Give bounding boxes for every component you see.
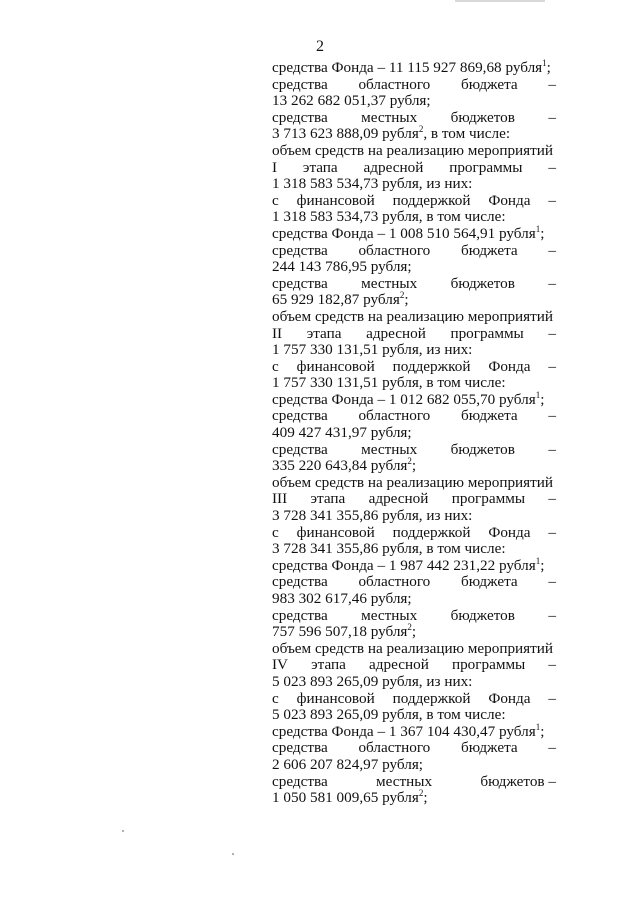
line-tail: , в том числе: <box>423 125 511 143</box>
line-word: финансовой <box>296 523 375 541</box>
line-text: 335 220 643,84 рубля <box>272 457 408 475</box>
text-line <box>272 707 556 724</box>
line-word: – <box>548 490 556 508</box>
line-word: средства <box>272 606 328 624</box>
line-tail: ; <box>411 457 417 475</box>
line-word: адресной <box>363 158 424 176</box>
scan-edge-mark <box>455 0 545 2</box>
line-word: местных <box>376 772 433 790</box>
text-line <box>272 574 556 591</box>
line-text: объем средств на реализацию мероприятий <box>272 639 554 657</box>
line-text: 3 728 341 355,86 рубля, в том числе: <box>272 540 506 558</box>
line-word: местных <box>361 440 418 458</box>
footnote-ref: 2 <box>418 124 424 135</box>
line-word: бюджета <box>461 241 518 259</box>
text-line <box>272 359 556 376</box>
text-line <box>272 193 556 210</box>
line-word: бюджетов – <box>480 772 556 790</box>
text-line <box>272 309 556 326</box>
line-word: программы <box>450 324 524 342</box>
line-word: местных <box>361 606 418 624</box>
scan-speck <box>232 853 234 855</box>
text-line <box>272 126 556 143</box>
line-tail: ; <box>423 789 428 807</box>
line-word: – <box>548 689 556 707</box>
line-tail: ; <box>540 556 545 574</box>
line-word: программы <box>449 158 523 176</box>
line-word: – <box>548 241 556 259</box>
line-word: с <box>272 689 279 707</box>
line-word: – <box>548 606 556 624</box>
line-word: – <box>548 357 556 375</box>
line-word: этапа <box>310 490 346 508</box>
text-line <box>272 259 556 276</box>
line-tail: ; <box>540 390 545 408</box>
line-text: 5 023 893 265,09 рубля, из них: <box>272 672 473 690</box>
line-word: средства <box>272 108 328 126</box>
text-line <box>272 442 556 459</box>
line-word: бюджетов <box>450 440 515 458</box>
line-tail: ; <box>411 623 417 641</box>
text-line <box>272 757 556 774</box>
line-text: 2 606 207 824,97 рубля; <box>272 755 424 773</box>
line-word: бюджета <box>461 573 518 591</box>
text-line <box>272 110 556 127</box>
text-line <box>272 508 556 525</box>
line-word: адресной <box>369 656 429 674</box>
text-line <box>272 740 556 757</box>
text-line <box>272 176 556 193</box>
line-word: Фонда <box>488 191 531 209</box>
line-word: Фонда <box>488 689 531 707</box>
text-line <box>272 491 556 508</box>
text-line <box>272 691 556 708</box>
text-line <box>272 209 556 226</box>
line-tail: ; <box>540 722 545 740</box>
footnote-ref: 2 <box>407 622 412 633</box>
line-word: областного <box>358 241 431 259</box>
footnote-ref: 2 <box>407 456 412 467</box>
line-word: областного <box>358 573 431 591</box>
line-word: I <box>272 158 278 176</box>
line-word: – <box>548 191 556 209</box>
line-word: бюджета <box>461 75 518 93</box>
line-text: 1 757 330 131,51 рубля, в том числе: <box>272 374 506 392</box>
line-text: 1 318 583 534,73 рубля, из них: <box>272 175 473 193</box>
line-word: областного <box>358 75 431 93</box>
line-word: поддержкой <box>392 191 471 209</box>
page-number: 2 <box>316 38 324 55</box>
line-text: 757 596 507,18 рубля <box>272 623 408 641</box>
text-line <box>272 591 556 608</box>
line-word: бюджетов <box>450 108 515 126</box>
footnote-ref: 1 <box>542 57 547 68</box>
line-text: 5 023 893 265,09 рубля, в том числе: <box>272 706 506 724</box>
line-text: 983 302 617,46 рубля; <box>272 590 412 607</box>
document-body <box>272 57 556 807</box>
line-word: бюджета <box>461 407 518 425</box>
line-text: 13 262 682 051,37 рубля; <box>272 92 431 110</box>
line-word: поддержкой <box>392 523 471 541</box>
line-word: финансовой <box>296 191 375 209</box>
text-line <box>272 342 556 359</box>
line-word: средства <box>272 772 328 790</box>
text-line <box>272 143 556 160</box>
line-text: объем средств на реализацию мероприятий <box>272 473 554 491</box>
footnote-ref: 1 <box>535 223 541 234</box>
footnote-ref: 1 <box>535 389 541 400</box>
line-word: – <box>548 108 556 126</box>
text-line <box>272 774 556 791</box>
line-text: средства Фонда – 1 367 104 430,47 рубля <box>272 722 536 740</box>
line-word: – <box>548 75 556 93</box>
line-word: – <box>548 656 556 674</box>
line-word: – <box>548 407 556 425</box>
text-line <box>272 721 556 741</box>
line-word: – <box>548 158 556 176</box>
text-line <box>272 77 556 94</box>
text-line <box>272 276 556 293</box>
line-text: 3 713 623 888,09 рубля <box>272 125 419 143</box>
text-line <box>272 408 556 425</box>
line-word: местных <box>361 108 418 126</box>
line-word: бюджета <box>461 739 518 757</box>
line-word: средства <box>272 241 328 259</box>
line-word: средства <box>272 407 328 425</box>
line-word: поддержкой <box>392 357 471 375</box>
line-word: IV <box>272 656 289 674</box>
line-word: средства <box>272 75 328 93</box>
line-word: бюджетов <box>450 606 515 624</box>
line-tail: ; <box>546 59 551 76</box>
text-line <box>272 458 556 475</box>
line-word: средства <box>272 440 328 458</box>
line-word: бюджетов <box>450 274 515 292</box>
line-word: III <box>272 490 288 508</box>
text-line <box>272 292 556 309</box>
text-line <box>272 790 556 807</box>
text-line <box>272 624 556 641</box>
text-line <box>272 93 556 110</box>
line-text: 244 143 786,95 рубля; <box>272 258 412 276</box>
line-word: этапа <box>302 158 338 176</box>
text-line <box>272 641 556 658</box>
text-line <box>272 57 556 77</box>
footnote-ref: 2 <box>399 290 405 301</box>
line-word: областного <box>358 407 431 425</box>
line-text: средства Фонда – 1 012 682 055,70 рубля <box>272 390 536 408</box>
footnote-ref: 1 <box>535 721 541 732</box>
line-text: средства Фонда – 11 115 927 869,68 рубля <box>272 59 543 76</box>
line-word: программы <box>451 490 526 508</box>
line-text: средства Фонда – 1 987 442 231,22 рубля <box>272 556 536 574</box>
text-line <box>272 375 556 392</box>
text-line <box>272 657 556 674</box>
line-word: – <box>548 573 556 591</box>
line-text: 1 757 330 131,51 рубля, из них: <box>272 341 473 359</box>
line-word: с <box>272 523 279 541</box>
text-line <box>272 674 556 691</box>
line-word: – <box>548 739 556 757</box>
line-word: поддержкой <box>392 689 471 707</box>
line-word: – <box>548 523 556 541</box>
footnote-ref: 2 <box>418 788 424 799</box>
line-word: программы <box>451 656 526 674</box>
text-line <box>272 425 556 442</box>
text-line <box>272 326 556 343</box>
line-text: 409 427 431,97 рубля; <box>272 424 412 442</box>
line-word: областного <box>358 739 431 757</box>
line-text: средства Фонда – 1 008 510 564,91 рубля <box>272 224 536 242</box>
line-word: Фонда <box>488 357 531 375</box>
text-line <box>272 389 556 409</box>
line-word: Фонда <box>488 523 531 541</box>
line-word: – <box>548 324 556 342</box>
text-line <box>272 223 556 243</box>
line-text: 3 728 341 355,86 рубля, из них: <box>272 507 473 525</box>
line-word: финансовой <box>296 357 375 375</box>
line-word: этапа <box>306 324 342 342</box>
line-word: средства <box>272 739 328 757</box>
line-text: 1 050 581 009,65 рубля <box>272 789 419 807</box>
line-word: этапа <box>311 656 346 674</box>
line-word: средства <box>272 274 328 292</box>
line-text: 1 318 583 534,73 рубля, в том числе: <box>272 208 506 226</box>
scan-speck <box>122 830 124 832</box>
line-word: – <box>548 274 556 292</box>
footnote-ref: 1 <box>535 555 541 566</box>
text-line <box>272 608 556 625</box>
line-word: местных <box>361 274 418 292</box>
line-tail: ; <box>540 224 545 242</box>
line-text: 65 929 182,87 рубля <box>272 291 400 309</box>
line-word: финансовой <box>296 689 375 707</box>
line-word: II <box>272 324 283 342</box>
line-text: объем средств на реализацию мероприятий <box>272 141 554 159</box>
line-text: объем средств на реализацию мероприятий <box>272 307 554 325</box>
line-word: с <box>272 357 279 375</box>
text-line <box>272 160 556 177</box>
line-word: адресной <box>366 324 426 342</box>
line-word: – <box>548 440 556 458</box>
text-line <box>272 475 556 492</box>
text-line <box>272 525 556 542</box>
line-word: средства <box>272 573 328 591</box>
line-word: адресной <box>368 490 429 508</box>
text-line <box>272 243 556 260</box>
text-line <box>272 541 556 558</box>
text-line <box>272 555 556 575</box>
line-tail: ; <box>404 291 409 309</box>
line-word: с <box>272 191 279 209</box>
